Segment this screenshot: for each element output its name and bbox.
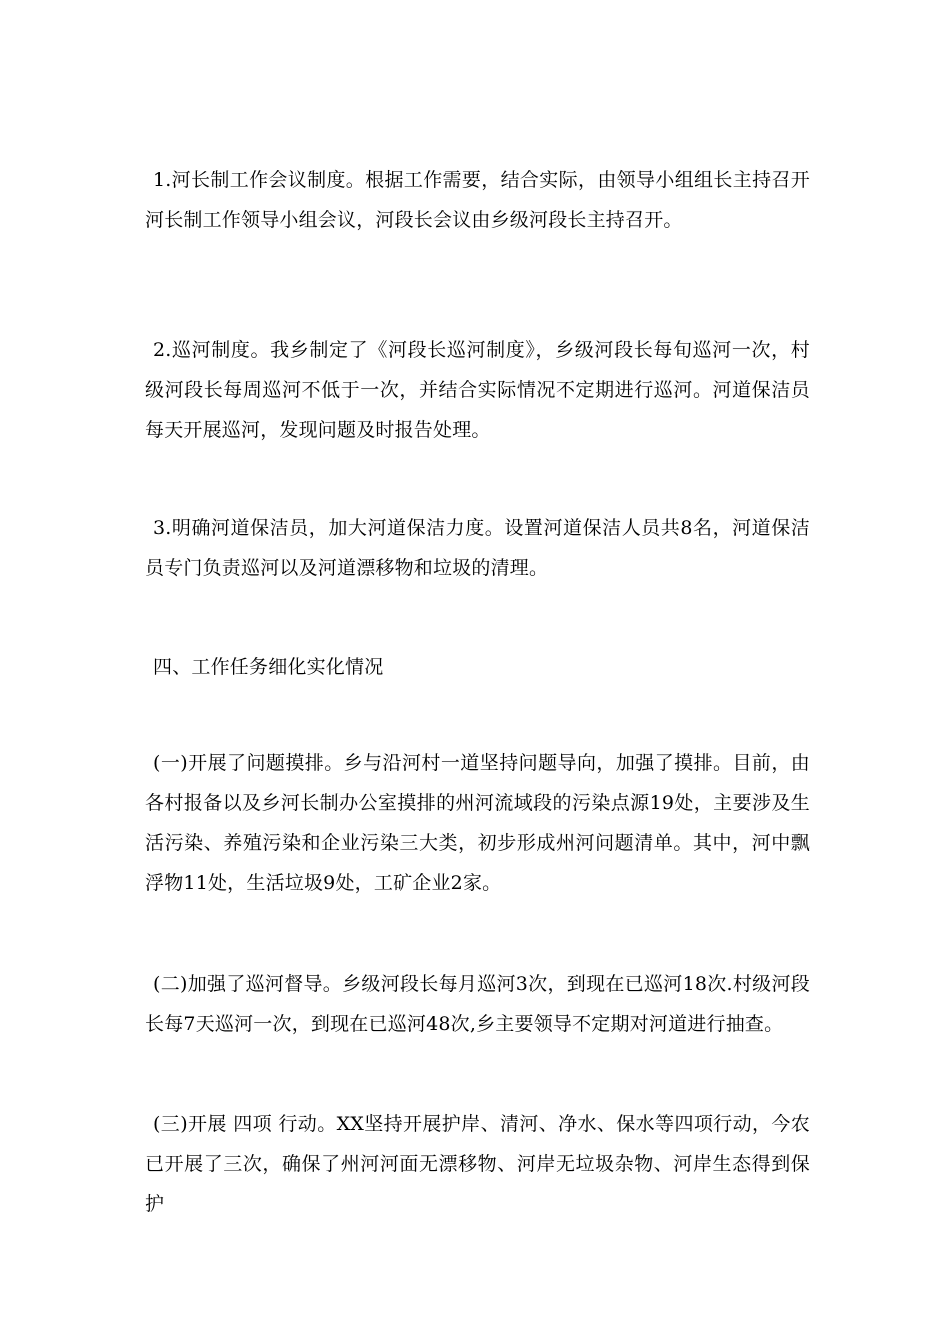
paragraph-cleaners: 3.明确河道保洁员，加大河道保洁力度。设置河道保洁人员共8名，河道保洁员专门负责巡河以及河道漂移物和垃圾的清理。	[145, 517, 810, 579]
paragraph-patrol-supervision: (二)加强了巡河督导。乡级河段长每月巡河3次，到现在已巡河18次.村级河段长每7天巡河一次，到现在已巡河48次,乡主要领导不定期对河道进行抽查。	[145, 973, 810, 1035]
paragraph-four-actions: (三)开展 四项 行动。XX坚持开展护岸、清河、净水、保水等四项行动，今农已开展了三次，确保了州河河面无漂移物、河岸无垃圾杂物、河岸生态得到保护	[145, 1113, 810, 1215]
paragraph-patrol-system: 2.巡河制度。我乡制定了《河段长巡河制度》，乡级河段长每旬巡河一次，村级河段长每周巡河不低于一次，并结合实际情况不定期进行巡河。河道保洁员每天开展巡河，发现问题及时报告处理。	[145, 339, 810, 441]
paragraph-problem-survey: (一)开展了问题摸排。乡与沿河村一道坚持问题导向，加强了摸排。目前，由各村报备以及乡河长制办公室摸排的州河流域段的污染点源19处，主要涉及生活污染、养殖污染和企业污染三大类，初步形成州河问题清单。其中，河中飘浮物11处，生活垃圾9处，工矿企业2家。	[145, 752, 810, 894]
paragraph-meeting-system: 1.河长制工作会议制度。根据工作需要，结合实际，由领导小组组长主持召开河长制工作领导小组会议，河段长会议由乡级河段长主持召开。	[145, 169, 810, 231]
section-heading-four: 四、工作任务细化实化情况	[153, 656, 384, 678]
